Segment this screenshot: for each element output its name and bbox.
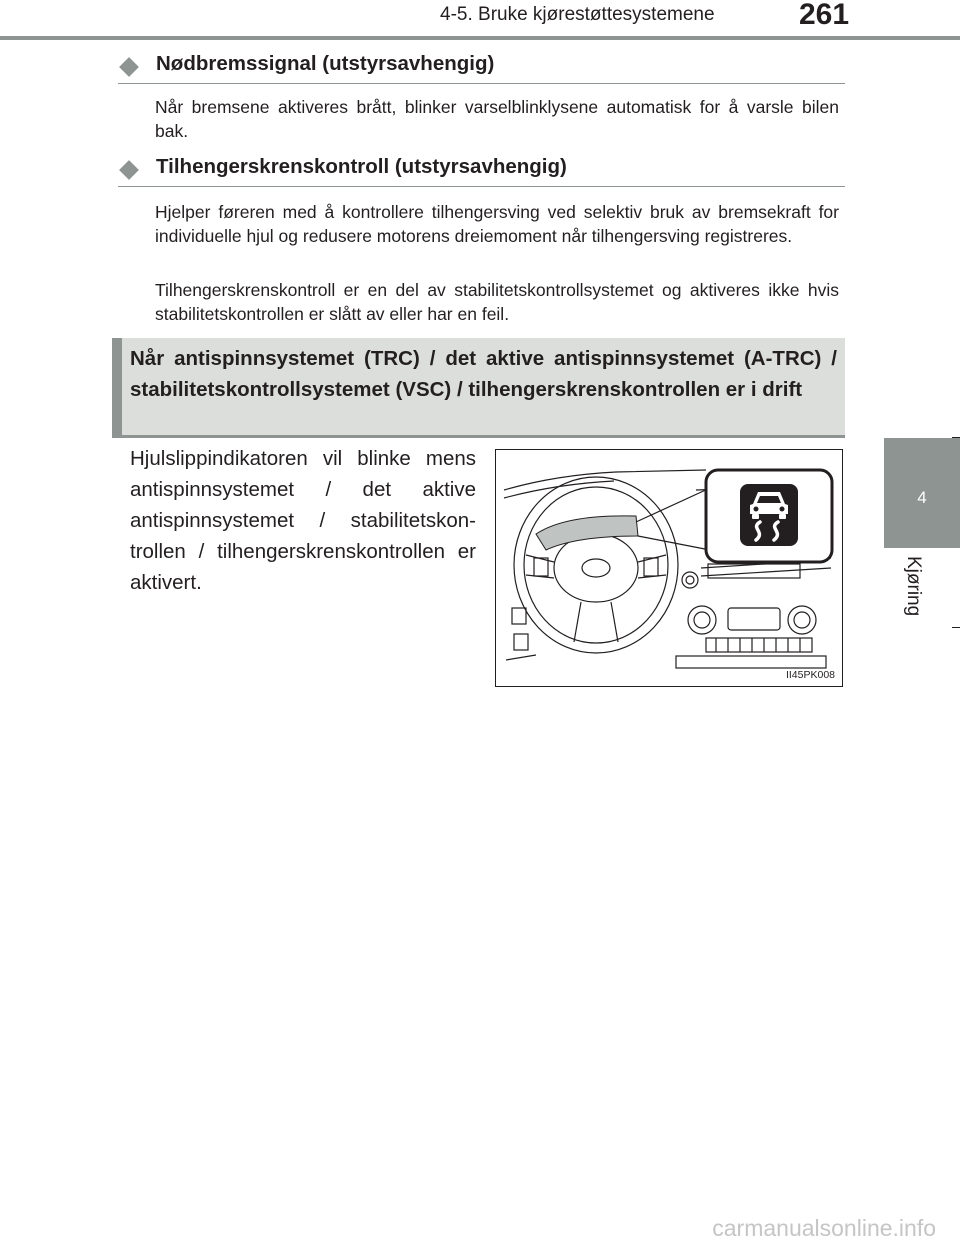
paragraph: Tilhengerskrenskontroll er en del av stabilitetskontrollsystemet og aktiveres ikke hvis stabilitetskontrollen er slått av eller har en feil. [155,280,839,324]
running-header-section: 4-5. Bruke kjørestøttesystemene [440,4,715,25]
paragraph: Hjelper føreren med å kontrollere tilhengersving ved selektiv bruk av bremsekraft for individuelle hjul og redusere motorens dreiemoment når tilhengersving registreres. [155,202,839,246]
chapter-tab [884,438,960,548]
figure-code: II45PK008 [785,669,835,681]
section-rule [118,83,845,84]
tab-tick-bottom [952,627,960,628]
indicator-description: Hjulslippindikatoren vil blinke mens antispinnsystemet / det aktive antispinnsystemet / stabilitetskontrollen / tilhengerskrenskontrollen er aktivert. [130,447,476,594]
section-rule [118,186,845,187]
diamond-bullet-icon [119,160,139,180]
banner-title: Når antispinnsystemet (TRC) / det aktive antispinnsystemet (A-TRC) / stabilitetskontrollsystemet (VSC) / tilhengerskrenskontrollen er i drift [130,347,837,401]
page-number: 261 [799,0,850,31]
vehicle-slip-indicator-icon [740,484,798,546]
dashboard-illustration [495,449,843,687]
diamond-bullet-icon [119,57,139,77]
header-rule [0,36,960,40]
section-title: Tilhengerskrenskontroll (utstyrsavhengig) [156,155,567,178]
watermark: carmanualsonline.info [712,1215,936,1241]
section-title: Nødbremssignal (utstyrsavhengig) [156,52,495,75]
subsection-banner [112,338,845,438]
banner-accent-bar [112,338,122,438]
tab-tick-top [952,437,960,438]
chapter-label: Kjøring [903,556,924,617]
banner-underline [112,435,845,438]
paragraph: Når bremsene aktiveres brått, blinker varselblinklysene automatisk for å varsle bilen bak. [155,97,839,141]
chapter-number: 4 [917,488,927,507]
